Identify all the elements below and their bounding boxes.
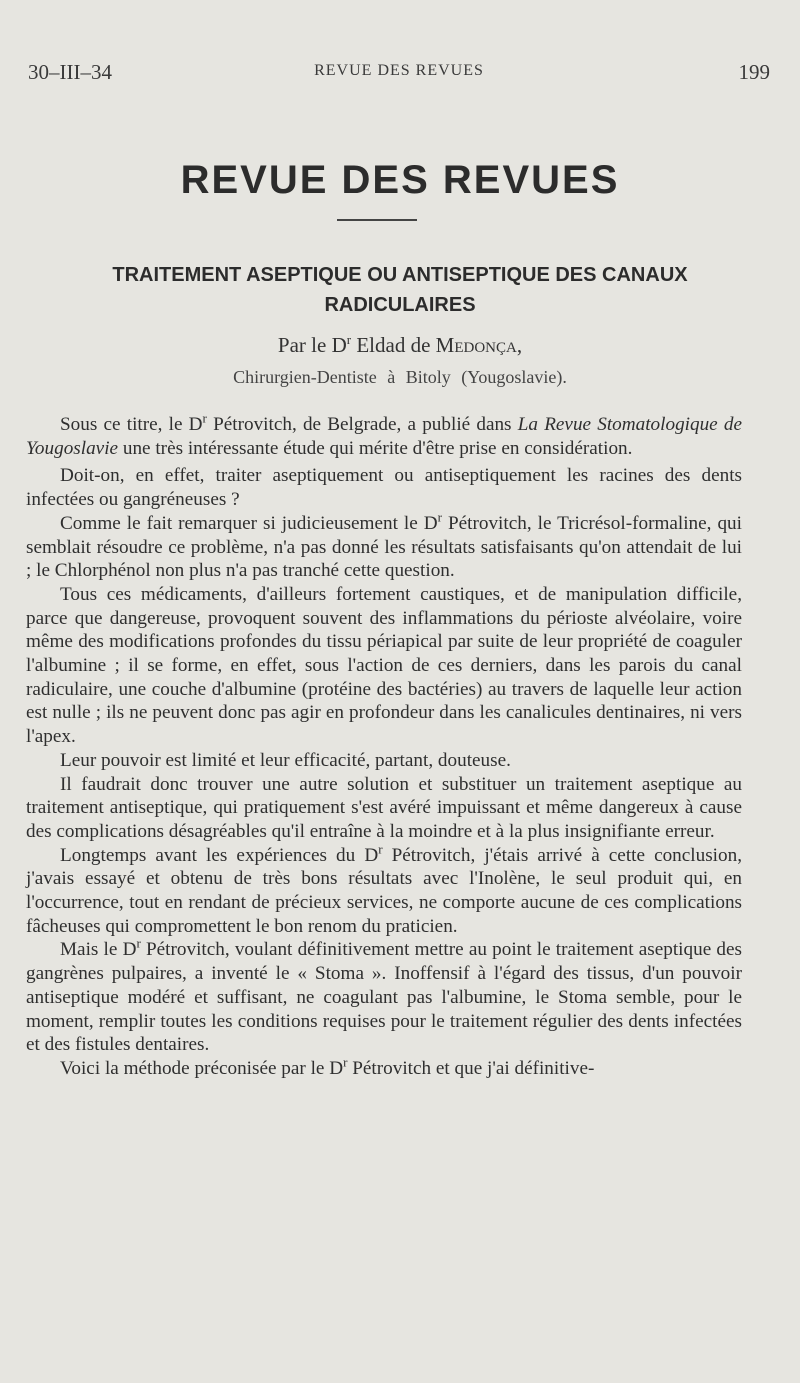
byline-prefix: Par le D [277, 333, 347, 357]
superscript: r [378, 841, 383, 857]
title-rule [337, 219, 417, 221]
running-head-title: REVUE DES REVUES [314, 62, 484, 79]
byline [0, 333, 800, 358]
paragraph [26, 509, 742, 583]
article-body [26, 410, 743, 1081]
text: Pétrovitch, de Belgrade, a publié dans [206, 414, 518, 435]
author-affiliation: Chirurgien-Dentiste à Bitoly (Yougoslavie). [233, 367, 567, 387]
text: Pétrovitch et que j'ai définitive- [347, 1057, 595, 1079]
paragraph: Leur pouvoir est limité et leur efficacité, partant, douteuse. [60, 749, 511, 771]
text: Comme le fait remarquer si judicieusement le D [60, 512, 438, 534]
paragraph [26, 841, 742, 939]
article-title [20, 260, 780, 320]
byline-surname: Medonça, [435, 333, 523, 357]
text: Mais le D [60, 939, 137, 961]
section-title: REVUE DES REVUES [180, 158, 620, 202]
running-head [28, 60, 770, 88]
text: Pétrovitch, j'étais arrivé à cette conclusion, j'avais essayé et obtenu de très bons résultats avec l'Inolène, le seul produit qui, en l'occurrence, tout en rendant de précieux services, ne comporte aucune de ces complications fâcheuses qui compromettent le bon renom du praticien. [26, 844, 742, 937]
paragraph: Tous ces médicaments, d'ailleurs fortement caustiques, et de manipulation difficile, parce que dangereuse, provoquent souvent des inflammations du périoste alvéolaire, voire même des modifications profondes du tissu périapical par suite de leur propriété de coaguler l'albumine ; il se forme, en effet, sous l'action de ces derniers, dans les parois du canal radiculaire, une couche d'albumine (protéine des bactéries) au travers de laquelle leur action est nulle ; ils ne peuvent donc pas agir en profondeur dans les canalicules dentinaires, ni vers l'apex. [26, 583, 742, 748]
paragraph [26, 1054, 742, 1081]
byline-name: Eldad de [351, 333, 436, 357]
text: Pétrovitch, voulant définitivement mettre au point le traitement aseptique des gangrènes pulpaires, a inventé le « Stoma ». Inoffensif à l'égard des tissus, d'un pouvoir antiseptique modéré et suffisant, ne coagulant pas l'albumine, le Stoma semble, pour le moment, remplir toutes les conditions requises pour le traitement régulier des dents infectées et des fistules dentaires. [26, 939, 742, 1056]
text: Longtemps avant les expériences du D [60, 844, 379, 866]
text: Pétrovitch, le Tricrésol-formaline, qui semblait résoudre ce problème, n'a pas donné les résultats satisfaisants qu'on attendait de lui ; le Chlorphénol non plus n'a pas tranché cette question. [26, 512, 742, 582]
superscript: r [437, 509, 442, 525]
superscript: r [202, 410, 207, 426]
journal-title: La Revue Stomatologique de Yougoslavie [26, 414, 743, 459]
superscript: r [136, 936, 141, 952]
issue-date: 30–III–34 [28, 60, 112, 84]
text: Sous ce titre, le D [60, 414, 203, 435]
article-title-line-2: RADICULAIRES [324, 294, 476, 316]
page-number: 199 [738, 60, 770, 84]
superscript: r [343, 1054, 348, 1070]
paragraph: Il faudrait donc trouver une autre solution et substituer un traitement aseptique au traitement antiseptique, qui pratiquement s'est avéré impuissant et même dangereux à cause des complications désagréables qu'il entraîne à la moindre et à la plus insignifiante erreur. [26, 773, 742, 842]
paragraph [26, 410, 743, 460]
byline-sup: r [346, 332, 352, 347]
paragraph: Doit-on, en effet, traiter aseptiquement ou antiseptiquement les racines des dents infectées ou gangréneuses ? [26, 465, 742, 511]
article-title-line-1: TRAITEMENT ASEPTIQUE OU ANTISEPTIQUE DES CANAUX [112, 264, 688, 286]
text: Voici la méthode préconisée par le D [60, 1057, 344, 1079]
paragraph [26, 938, 742, 1057]
text: une très intéressante étude qui mérite d'être prise en considération. [118, 437, 633, 459]
